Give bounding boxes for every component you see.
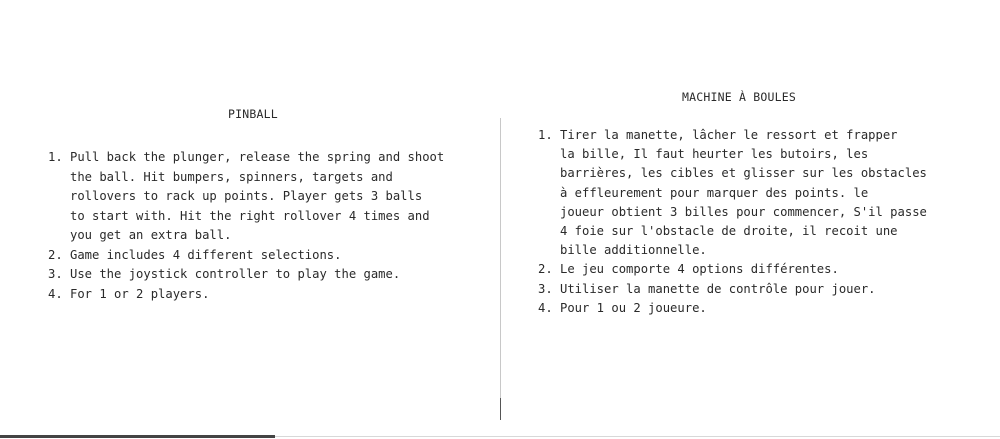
list-item [538,126,998,260]
list-item [538,299,998,318]
french-page [500,0,1000,439]
item-text-line: Le jeu comporte 4 options différentes. [560,262,839,277]
item-text-line: Tirer la manette, lâcher le ressort et frapper [560,128,898,142]
item-text-line: rollovers to rack up points. Player gets 3 balls [70,189,423,203]
item-text-line: Pull back the plunger, release the spring and shoot [70,150,445,164]
item-number: 4. [48,286,63,301]
item-number: 1. [48,150,63,164]
bottom-rule [0,435,275,438]
item-text-line: bille additionnelle. [560,243,707,258]
page-title: MACHINE À BOULES [682,90,796,104]
item-number: 1. [538,128,553,142]
item-text-line: you get an extra ball. [70,228,232,242]
item-number: 3. [538,281,553,296]
item-text-line: For 1 or 2 players. [70,286,210,301]
item-text-line: Use the joystick controller to play the game. [70,267,401,281]
item-text-line: la bille, Il faut heurter les butoirs, les [560,147,869,162]
list-item [538,260,998,279]
item-text-line: 4 foie sur l'obstacle de droite, il recoit une [560,224,898,239]
list-item [538,280,998,299]
instruction-list [48,148,488,304]
item-number: 2. [48,247,63,262]
list-item [48,246,488,266]
item-text-line: joueur obtient 3 billes pour commencer, S'il passe [560,204,927,219]
item-text-line: Utiliser la manette de contrôle pour jouer. [560,281,876,296]
page-title: PINBALL [228,107,278,121]
list-item [48,265,488,285]
item-text-line: Pour 1 ou 2 joueure. [560,300,707,315]
list-item [48,148,488,246]
list-item [48,285,488,305]
bottom-rule-faint [275,436,1000,437]
item-text-line: to start with. Hit the right rollover 4 times and [70,208,430,223]
item-text-line: à effleurement pour marquer des points. le [560,185,869,200]
item-number: 3. [48,267,63,281]
item-text-line: the ball. Hit bumpers, spinners, targets and [70,169,393,184]
item-number: 4. [538,300,553,315]
item-text-line: Game includes 4 different selections. [70,247,342,262]
item-number: 2. [538,262,553,277]
item-text-line: barrières, les cibles et glisser sur les obstacles [560,166,927,181]
instruction-list [538,126,998,318]
